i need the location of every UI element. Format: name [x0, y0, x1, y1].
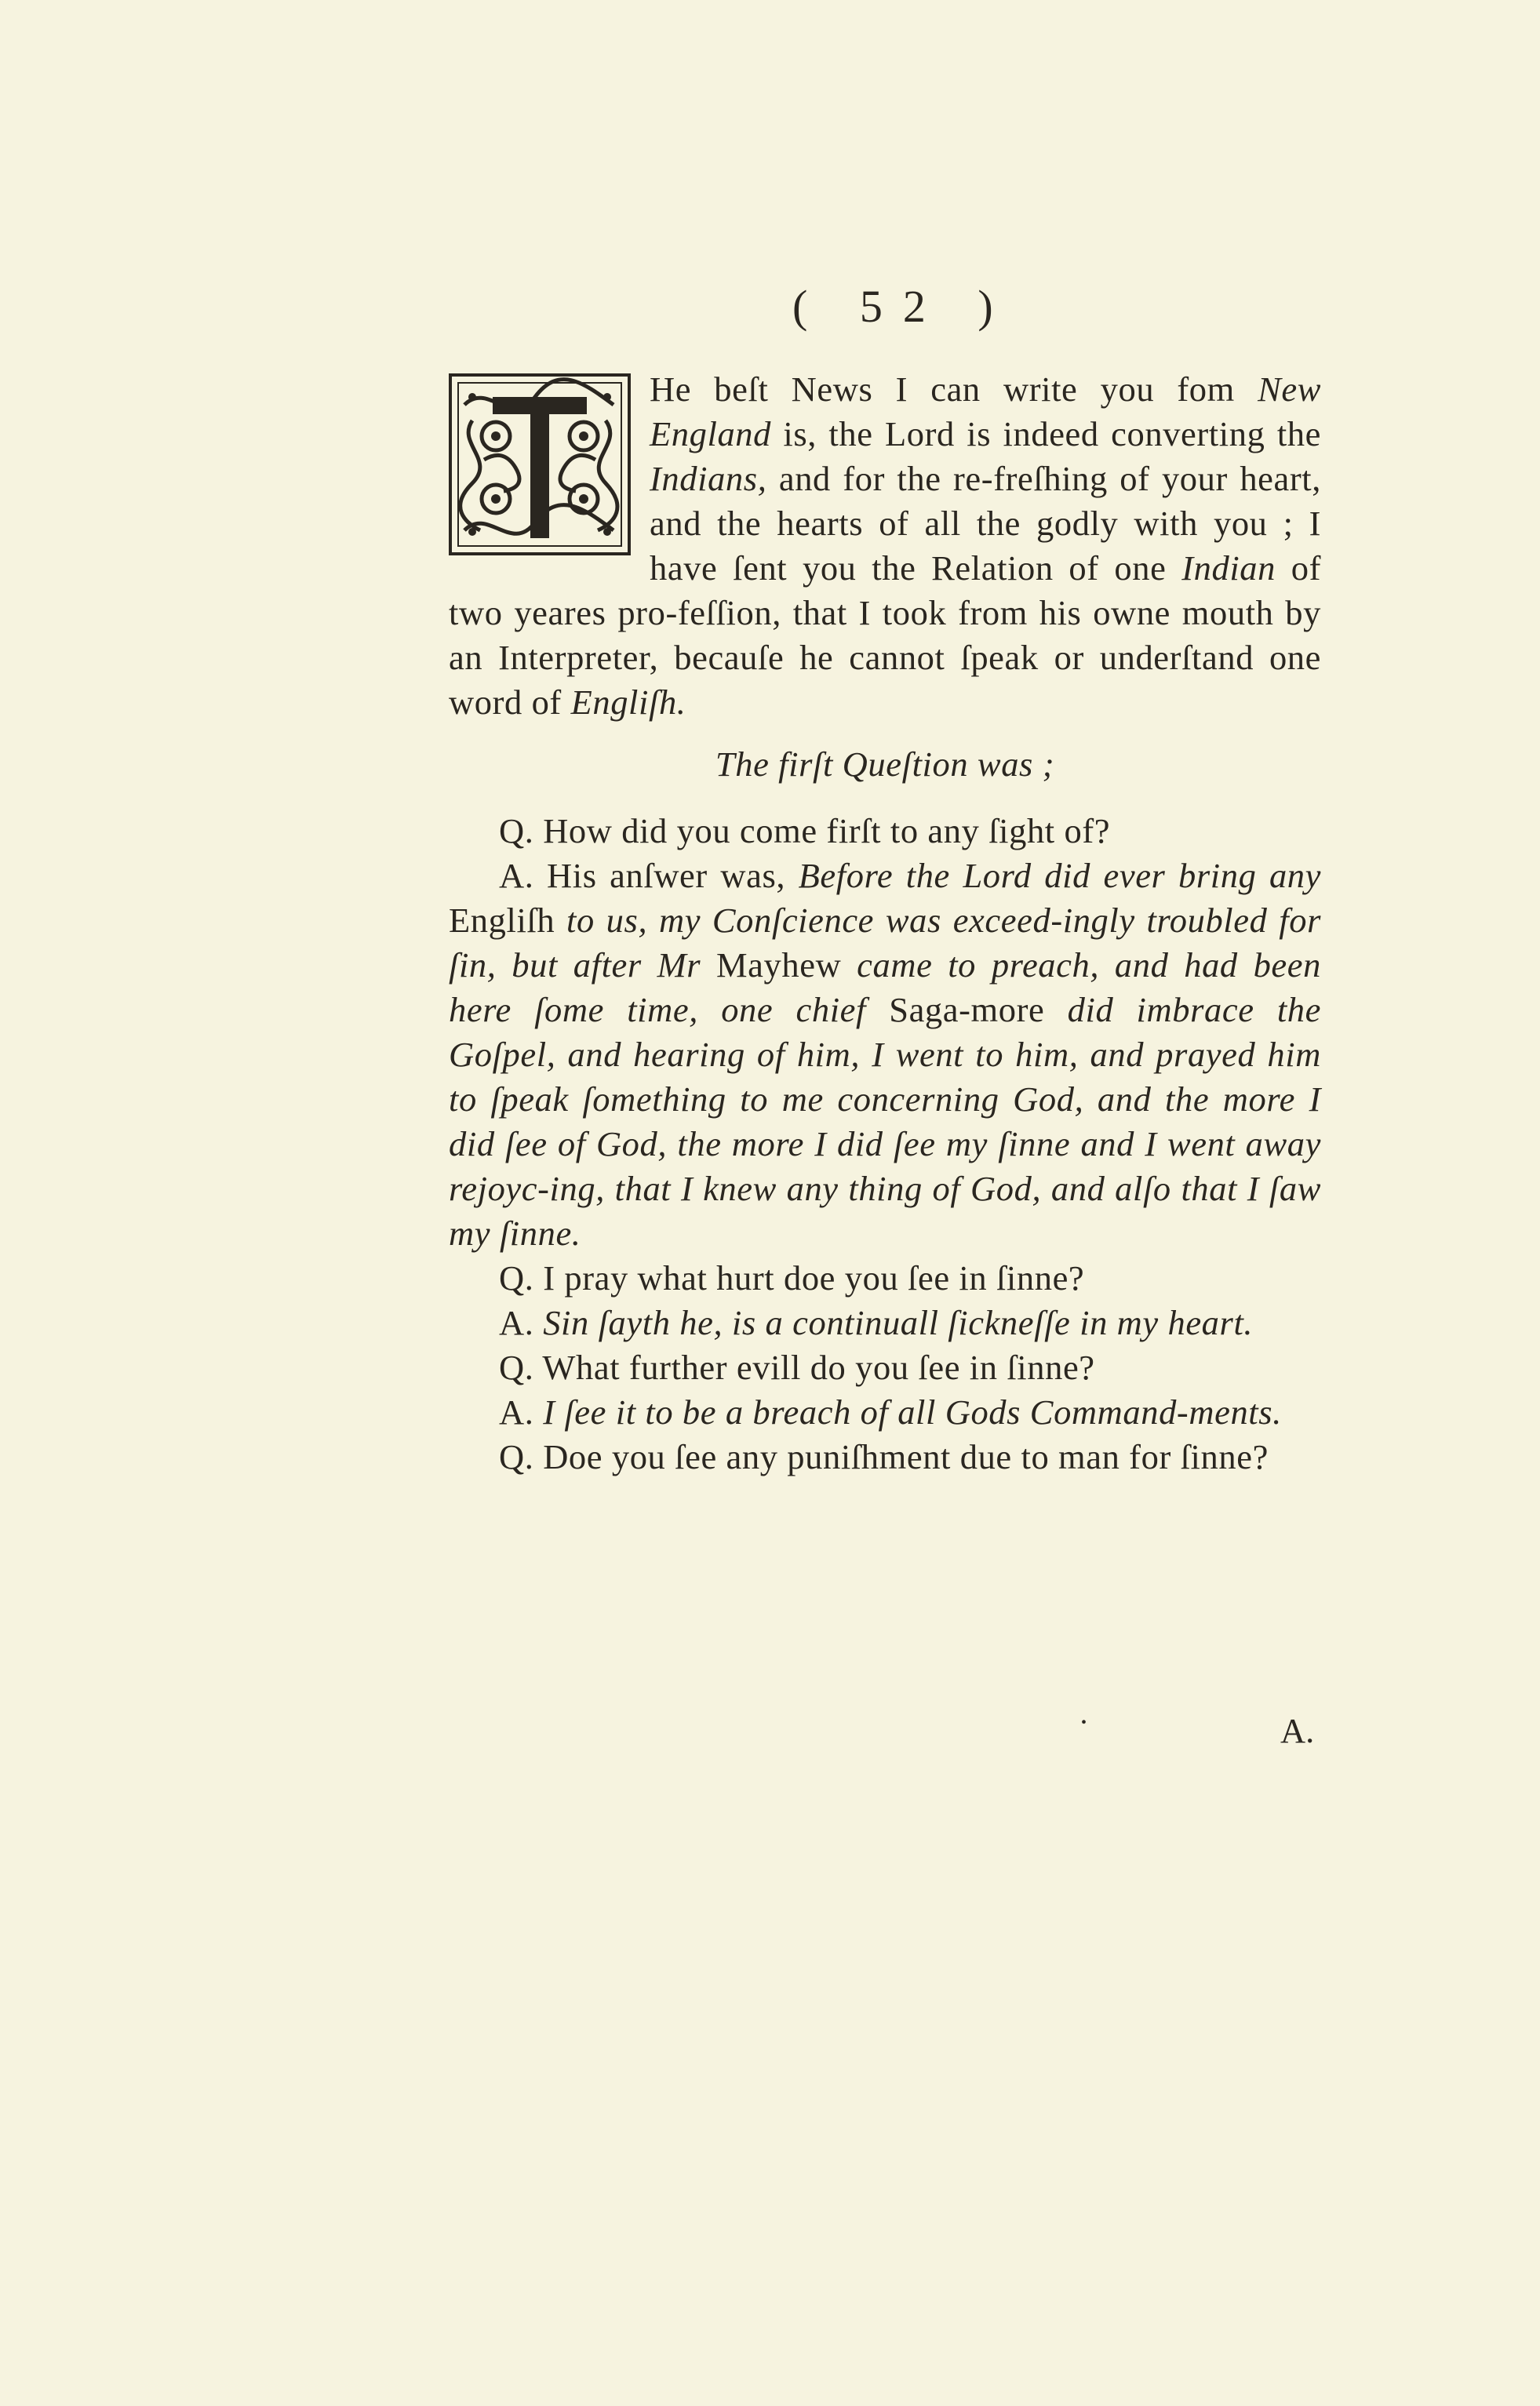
- qa-question-3: Q. What further evill do you ſee in ſinne?: [499, 1348, 1095, 1387]
- ornamental-initial-icon: [449, 373, 631, 555]
- qa-answer-3: A. I ſee it to be a breach of all Gods Command-ments.: [499, 1392, 1282, 1432]
- question-heading: The firſt Queſtion was ;: [715, 744, 1055, 784]
- qa-answer-1: A. His anſwer was, Before the Lord did ever bring any Engliſh to us, my Conſcience was exceed-ingly troubled for ſin, but after Mr Mayhew came to preach, and had been here ſome time, one chief Saga-more did imbrace the Goſpel, and hearing of him, I went to him, and prayed him to ſpeak ſomething to me concerning God, and the more I did ſee of God, the more I did ſee my ſinne and I went away rejoyc-ing, that I knew any thing of God, and alſo that I ſaw my ſinne.: [449, 856, 1322, 1253]
- page-number: ( 52 ): [792, 281, 1014, 332]
- qa-question-1: Q. How did you come firſt to any ſight of?: [499, 811, 1111, 850]
- ornament-dot: •: [1081, 1714, 1087, 1731]
- catchword: A.: [1280, 1711, 1315, 1750]
- qa-question-2: Q. I pray what hurt doe you ſee in ſinne?: [499, 1258, 1085, 1298]
- qa-question-4: Q. Doe you ſee any puniſhment due to man for ſinne?: [499, 1437, 1269, 1476]
- intro-paragraph: He beſt News I can write you fom New England is, the Lord is indeed converting the Indians, and for the re-freſhing of your heart, and the hearts of all the godly with you ; I have ſent you the Relation of one Indian of two yeares pro-feſſion, that I took from his owne mouth by an Interpreter, becauſe he cannot ſpeak or underſtand one word of Engliſh.: [449, 369, 1321, 722]
- body-text: [449, 367, 1321, 1480]
- qa-answer-2: A. Sin ſayth he, is a continuall ſickneſſe in my heart.: [499, 1303, 1254, 1342]
